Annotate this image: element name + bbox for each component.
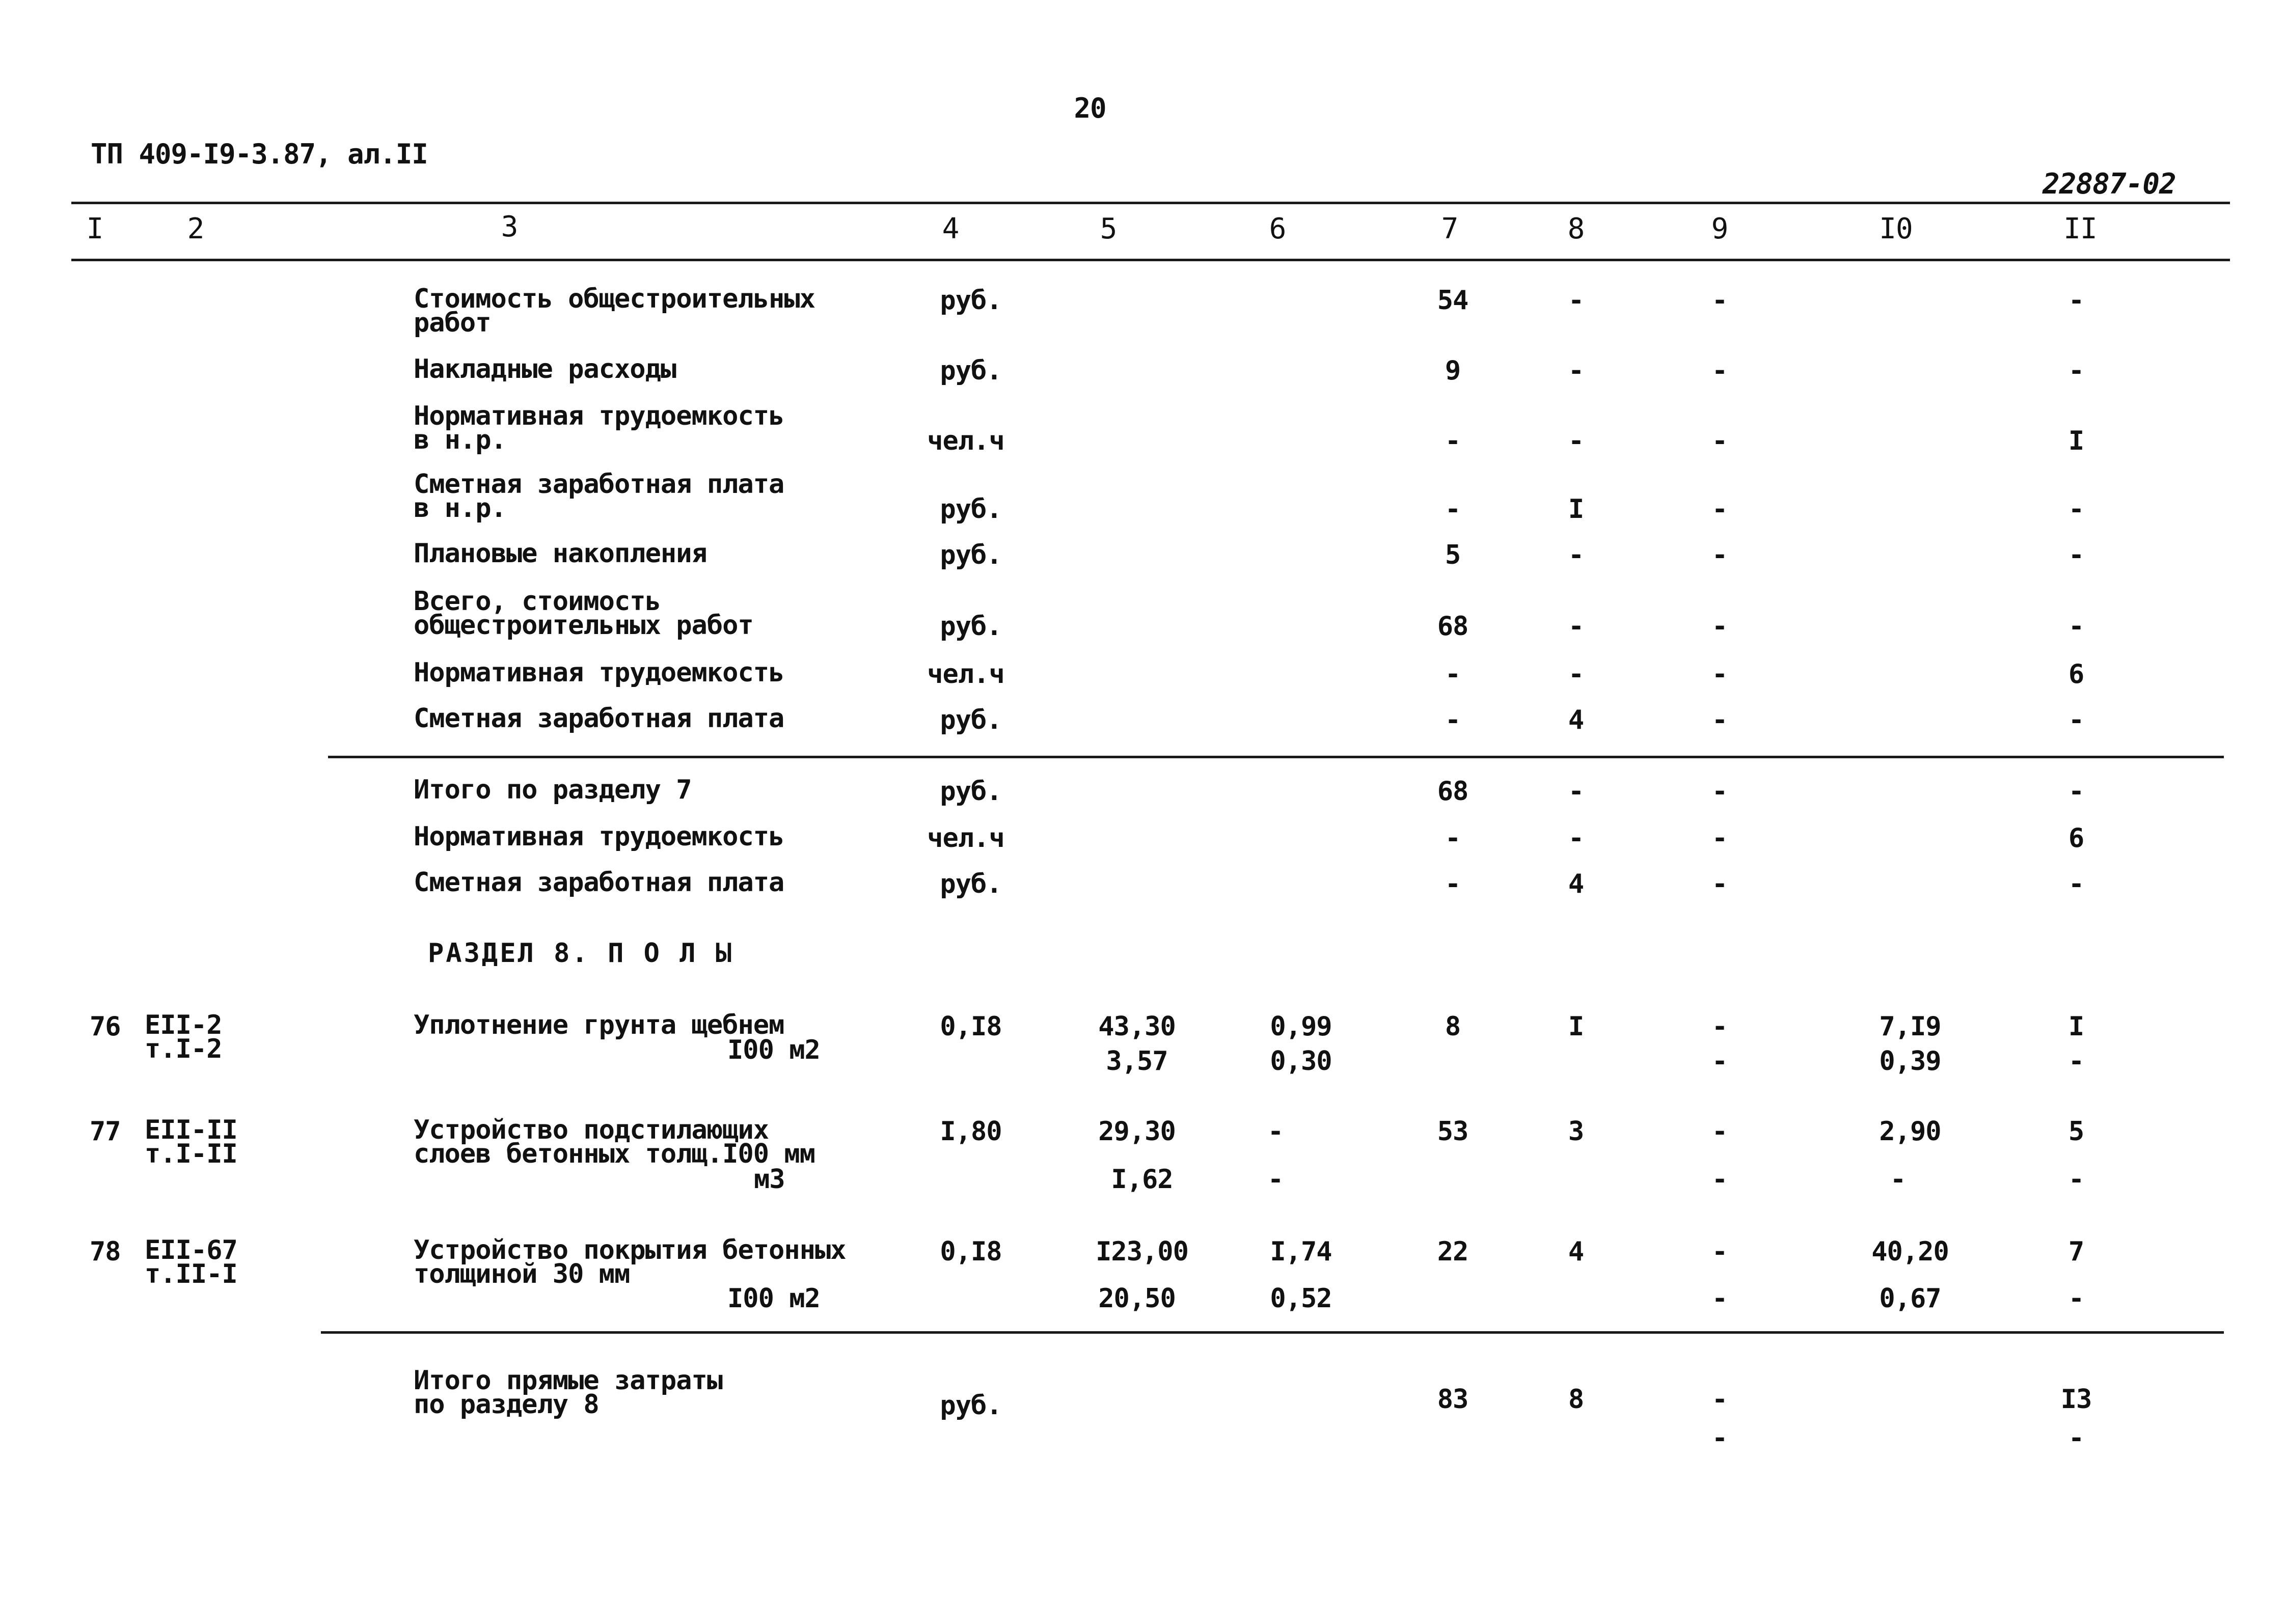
row-col9: - (1711, 426, 1728, 456)
row-col7: 5 (1445, 540, 1461, 570)
item-col8: I (1568, 1011, 1584, 1042)
item-col5a: I23,00 (1096, 1236, 1188, 1267)
item-col9a: - (1711, 1116, 1728, 1147)
item-code: ЕII-2 т.I-2 (145, 1010, 222, 1064)
item-col6b: 0,30 (1270, 1046, 1332, 1077)
total-name: Итого прямые затраты по разделу 8 (414, 1365, 723, 1420)
row-col9: - (1711, 540, 1728, 570)
item-col5b: I,62 (1111, 1164, 1173, 1195)
row-unit: чел.ч (927, 659, 1004, 690)
total-col11a: I3 (2060, 1384, 2092, 1415)
total-col7: 83 (1437, 1384, 1468, 1415)
item-col6b: - (1267, 1164, 1284, 1195)
item-col7: 22 (1437, 1236, 1468, 1267)
item-col5a: 43,30 (1098, 1011, 1176, 1042)
row-col11: - (2068, 355, 2084, 386)
item-measure: I00 м2 (727, 1283, 820, 1314)
row-col11: - (2068, 611, 2084, 642)
total-unit: руб. (940, 869, 1002, 899)
item-col11b: - (2068, 1283, 2084, 1314)
item-col9b: - (1711, 1046, 1728, 1077)
row-unit: руб. (940, 705, 1002, 735)
row-col8: - (1568, 426, 1584, 456)
col-header-11: II (2063, 212, 2097, 245)
item-col10b: 0,39 (1879, 1046, 1941, 1077)
total-col9a: - (1711, 1384, 1728, 1415)
row-name: Плановые накопления (414, 538, 707, 569)
item-col6b: 0,52 (1270, 1283, 1332, 1314)
total-unit: чел.ч (927, 823, 1004, 854)
total-name: Итого по разделу 7 (414, 775, 692, 805)
row-col11: I (2068, 426, 2084, 456)
row-unit: чел.ч (927, 426, 1004, 456)
col-header-3: 3 (501, 210, 518, 243)
item-col10a: 40,20 (1871, 1236, 1949, 1267)
row-col8: 4 (1568, 705, 1584, 735)
row-col9: - (1711, 355, 1728, 386)
row-col11: 6 (2068, 659, 2084, 690)
item-name: Устройство покрытия бетонных толщиной 30 мм (414, 1235, 846, 1289)
col-header-4: 4 (942, 212, 959, 245)
row-col9: - (1711, 659, 1728, 690)
item-name: Уплотнение грунта щебнем (414, 1010, 784, 1040)
document-code: ТП 409-I9-3.87, ал.II (91, 138, 428, 170)
item-num: 76 (90, 1011, 121, 1042)
total-col11b: - (2068, 1423, 2084, 1453)
total-col9: - (1711, 823, 1728, 854)
item-col11b: - (2068, 1046, 2084, 1077)
item-col9a: - (1711, 1011, 1728, 1042)
row-col7: 68 (1437, 611, 1468, 642)
item-col11a: I (2068, 1011, 2084, 1042)
col-header-2: 2 (187, 212, 204, 245)
row-col8: - (1568, 540, 1584, 570)
row-col9: - (1711, 611, 1728, 642)
row-col9: - (1711, 494, 1728, 525)
total-col11: - (2068, 776, 2084, 807)
row-name: Всего, стоимость общестроительных работ (414, 586, 753, 641)
item-code: ЕII-II т.I-II (145, 1115, 237, 1169)
row-col9: - (1711, 285, 1728, 316)
table-header-rule (71, 259, 2230, 261)
section8-title: РАЗДЕЛ 8. П О Л Ы (428, 938, 734, 969)
total-col7: - (1445, 869, 1461, 899)
row-col11: - (2068, 494, 2084, 525)
col-header-9: 9 (1711, 212, 1728, 245)
item-measure: I00 м2 (727, 1035, 820, 1065)
row-col11: - (2068, 285, 2084, 316)
section7-total-rule (328, 756, 2224, 758)
row-col7: 54 (1437, 285, 1468, 316)
item-col5a: 29,30 (1098, 1116, 1176, 1147)
item-col8: 4 (1568, 1236, 1584, 1267)
row-name: Сметная заработная плата (414, 703, 784, 734)
row-name: Нормативная трудоемкость в н.р. (414, 401, 784, 455)
row-name: Стоимость общестроительных работ (414, 284, 815, 338)
row-name: Накладные расходы (414, 354, 676, 384)
item-num: 78 (90, 1236, 121, 1267)
total-col7: 68 (1437, 776, 1468, 807)
item-col7: 53 (1437, 1116, 1468, 1147)
total-col9: - (1711, 776, 1728, 807)
row-col8: - (1568, 355, 1584, 386)
sheet-code: 22887-02 (2043, 168, 2176, 201)
item-col10b: 0,67 (1879, 1283, 1941, 1314)
total-unit: руб. (940, 776, 1002, 807)
item-col11a: 7 (2068, 1236, 2084, 1267)
col-header-5: 5 (1100, 212, 1117, 245)
item-col9b: - (1711, 1164, 1728, 1195)
total-unit: руб. (940, 1390, 1002, 1421)
total-col11: 6 (2068, 823, 2084, 854)
item-col10a: 7,I9 (1879, 1011, 1941, 1042)
item-col7: 8 (1445, 1011, 1461, 1042)
row-unit: руб. (940, 540, 1002, 570)
col-header-6: 6 (1269, 212, 1286, 245)
total-col9: - (1711, 869, 1728, 899)
section8-total-rule (321, 1331, 2224, 1334)
total-col8: - (1568, 776, 1584, 807)
col-header-1: I (86, 212, 103, 245)
total-name: Сметная заработная плата (414, 867, 784, 898)
item-measure: м3 (754, 1164, 785, 1195)
row-unit: руб. (940, 355, 1002, 386)
item-col6a: I,74 (1270, 1236, 1332, 1267)
row-unit: руб. (940, 494, 1002, 525)
row-unit: руб. (940, 285, 1002, 316)
total-col7: - (1445, 823, 1461, 854)
total-col8: - (1568, 823, 1584, 854)
row-name: Нормативная трудоемкость (414, 657, 784, 688)
item-qty: 0,I8 (940, 1236, 1002, 1267)
item-col9a: - (1711, 1236, 1728, 1267)
item-col11b: - (2068, 1164, 2084, 1195)
item-col5b: 20,50 (1098, 1283, 1176, 1314)
row-unit: руб. (940, 611, 1002, 642)
col-header-10: I0 (1879, 212, 1913, 245)
item-col5b: 3,57 (1106, 1046, 1168, 1077)
row-col8: I (1568, 494, 1584, 525)
row-col7: - (1445, 659, 1461, 690)
item-name: Устройство подстилающих слоев бетонных толщ.I00 мм (414, 1115, 815, 1169)
item-qty: I,80 (940, 1116, 1002, 1147)
total-col8: 8 (1568, 1384, 1584, 1415)
row-col7: - (1445, 426, 1461, 456)
col-header-7: 7 (1441, 212, 1458, 245)
total-col11: - (2068, 869, 2084, 899)
item-col6a: - (1267, 1116, 1284, 1147)
row-col7: - (1445, 705, 1461, 735)
item-num: 77 (90, 1116, 121, 1147)
item-col10a: 2,90 (1879, 1116, 1941, 1147)
row-col11: - (2068, 705, 2084, 735)
table-top-rule (71, 202, 2230, 204)
item-col9b: - (1711, 1283, 1728, 1314)
item-col8: 3 (1568, 1116, 1584, 1147)
item-col11a: 5 (2068, 1116, 2084, 1147)
row-name: Сметная заработная плата в н.р. (414, 469, 784, 524)
row-col8: - (1568, 611, 1584, 642)
item-col10b: - (1890, 1164, 1906, 1195)
total-col8: 4 (1568, 869, 1584, 899)
item-qty: 0,I8 (940, 1011, 1002, 1042)
col-header-8: 8 (1567, 212, 1585, 245)
total-name: Нормативная трудоемкость (414, 821, 784, 852)
item-col6a: 0,99 (1270, 1011, 1332, 1042)
total-col9b: - (1711, 1423, 1728, 1453)
row-col7: - (1445, 494, 1461, 525)
row-col8: - (1568, 659, 1584, 690)
row-col11: - (2068, 540, 2084, 570)
page-number: 20 (1074, 92, 1106, 124)
row-col9: - (1711, 705, 1728, 735)
row-col7: 9 (1445, 355, 1461, 386)
item-code: ЕII-67 т.II-I (145, 1235, 237, 1289)
row-col8: - (1568, 285, 1584, 316)
